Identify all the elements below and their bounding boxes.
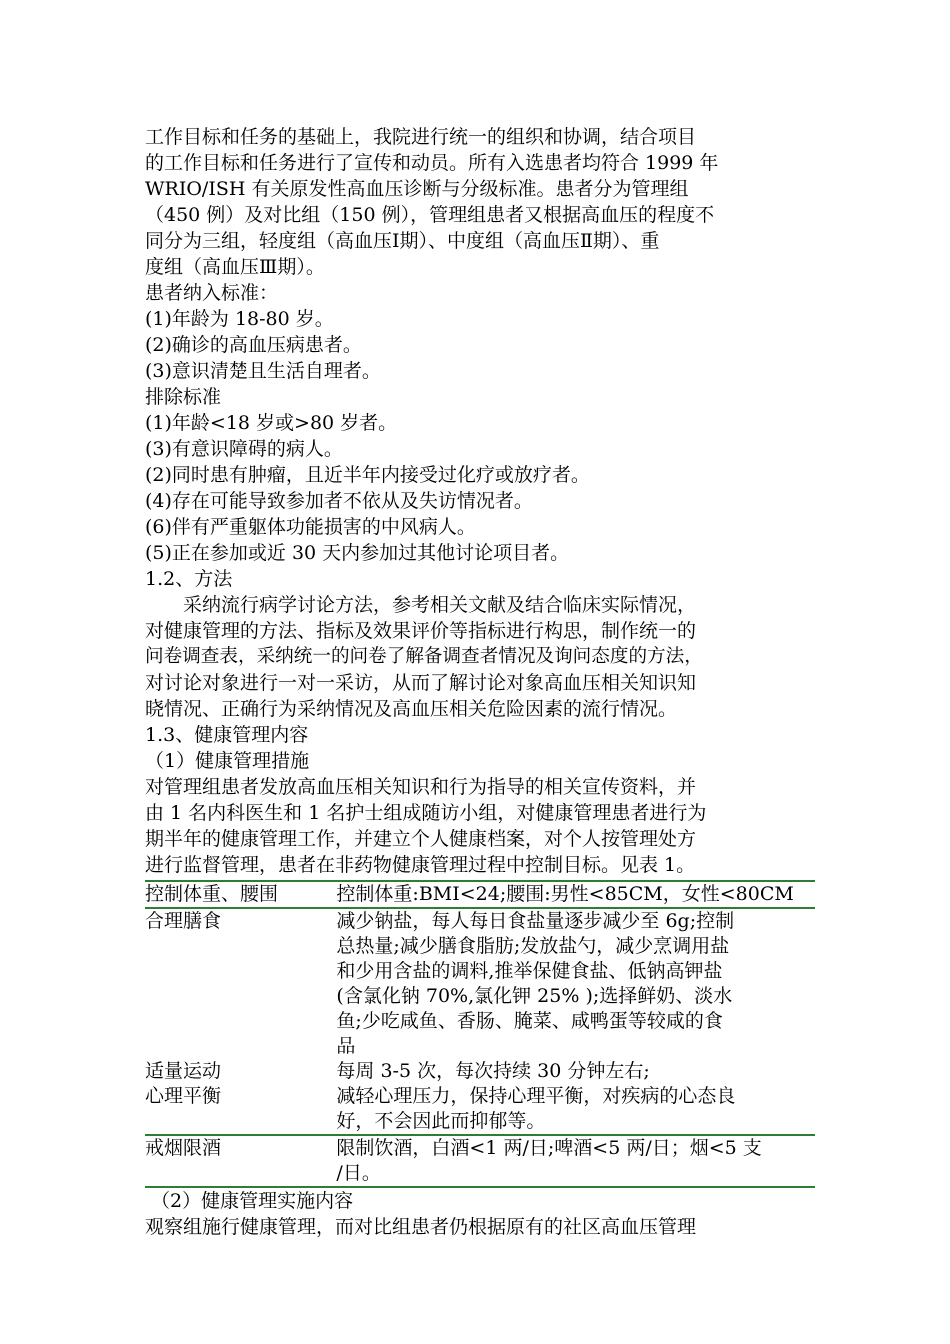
cell-line: 和少用含盐的调料,推举保健食盐、低钠高钾盐 (336, 960, 723, 982)
section-heading: 1.2、方法 (145, 568, 233, 590)
exclusion-item: (1)年龄<18 岁或>80 岁者。 (145, 412, 398, 434)
cell-line: 品 (336, 1035, 356, 1057)
cell-line: 鱼;少吃咸鱼、香肠、腌菜、咸鸭蛋等较咸的食 (336, 1010, 723, 1032)
text-line: WRIO/ISH 有关原发性高血压诊断与分级标准。患者分为管理组 (145, 178, 689, 200)
cell-line: 好，不会因此而抑郁等。 (336, 1110, 546, 1132)
measures-table (145, 880, 815, 1188)
text-line: 采纳流行病学讨论方法，参考相关文献及结合临床实际情况， (183, 594, 697, 616)
exclusion-item: (5)正在参加或近 30 天内参加过其他讨论项目者。 (145, 542, 570, 564)
subsection-heading: （2）健康管理实施内容 (151, 1190, 354, 1212)
table-cell-content (336, 1059, 815, 1084)
table-cell-item: 心理平衡 (145, 1085, 222, 1107)
table-row (145, 1059, 815, 1084)
table-cell-item: 适量运动 (145, 1060, 222, 1082)
text-line: 观察组施行健康管理，而对比组患者仍根据原有的社区高血压管理 (145, 1216, 697, 1238)
text-line: 同分为三组，轻度组（高血压Ⅰ期）、中度组（高血压Ⅱ期）、重 (145, 230, 660, 252)
table-cell-item: 戒烟限酒 (145, 1137, 222, 1159)
table-cell-content (336, 882, 815, 907)
exclusion-title: 排除标准 (145, 386, 222, 408)
text-line: 的工作目标和任务进行了宣传和动员。所有入选患者均符合 1999 年 (145, 152, 719, 174)
table-cell-item: 合理膳食 (145, 910, 222, 932)
paragraph-grouping (145, 124, 825, 280)
document-page (145, 124, 825, 1240)
text-line: 度组（高血压Ⅲ期）。 (145, 256, 325, 278)
exclusion-item: (2)同时患有肿瘤，且近半年内接受过化疗或放疗者。 (145, 464, 590, 486)
cell-line: /日。 (336, 1162, 381, 1184)
table-bottom-rule (145, 1186, 815, 1188)
exclusion-item: (3)有意识障碍的病人。 (145, 438, 343, 460)
section-heading: 1.3、健康管理内容 (145, 724, 309, 746)
text-line: 晓情况、正确行为采纳情况及高血压相关危险因素的流行情况。 (145, 698, 678, 720)
cell-line: 减少钠盐，每人每日食盐量逐步减少至 6g;控制 (336, 910, 735, 932)
exclusion-item: (4)存在可能导致参加者不依从及失访情况者。 (145, 490, 533, 512)
inclusion-item: (1)年龄为 18-80 岁。 (145, 308, 334, 330)
cell-line: 限制饮酒，白酒<1 两/日;啤酒<5 两/日；烟<5 支 (336, 1137, 762, 1159)
cell-line: 总热量;减少膳食脂肪;发放盐勺，减少烹调用盐 (336, 935, 730, 957)
text-line: 由 1 名内科医生和 1 名护士组成随访小组，对健康管理患者进行为 (145, 802, 707, 824)
table-cell-item: 控制体重、腰围 (145, 883, 279, 905)
subsection-heading: （1）健康管理措施 (145, 750, 310, 772)
exclusion-item: (6)伴有严重躯体功能损害的中风病人。 (145, 516, 476, 538)
text-line: （450 例）及对比组（150 例），管理组患者又根据高血压的程度不 (145, 204, 715, 226)
table-row (145, 909, 815, 1059)
text-line: 对健康管理的方法、指标及效果评价等指标进行构思，制作统一的 (145, 620, 697, 642)
table-cell-content (336, 1084, 815, 1134)
text-line: 问卷调查表，采纳统一的问卷了解备调查者情况及询问态度的方法， (145, 646, 703, 667)
table-row (145, 1136, 815, 1186)
cell-line: 每周 3-5 次，每次持续 30 分钟左右; (336, 1060, 650, 1082)
inclusion-item: (2)确诊的高血压病患者。 (145, 334, 362, 356)
cell-line: 减轻心理压力，保持心理平衡，对疾病的心态良 (336, 1085, 736, 1107)
inclusion-item: (3)意识清楚且生活自理者。 (145, 360, 381, 382)
cell-line: 控制体重:BMI<24;腰围:男性<85CM，女性<80CM (336, 883, 794, 905)
cell-line: (含氯化钠 70%,氯化钾 25% );选择鲜奶、淡水 (336, 985, 733, 1007)
text-line: 对讨论对象进行一对一采访，从而了解讨论对象高血压相关知识知 (145, 672, 697, 694)
text-line: 期半年的健康管理工作，并建立个人健康档案，对个人按管理处方 (145, 828, 697, 850)
table-row (145, 882, 815, 907)
table-cell-content (336, 909, 815, 1059)
table-cell-content (336, 1136, 815, 1186)
text-line: 对管理组患者发放高血压相关知识和行为指导的相关宣传资料，并 (145, 776, 697, 798)
inclusion-title: 患者纳入标准： (145, 282, 279, 304)
text-line: 进行监督管理，患者在非药物健康管理过程中控制目标。见表 1。 (145, 854, 696, 876)
text-line: 工作目标和任务的基础上，我院进行统一的组织和协调，结合项目 (145, 126, 697, 148)
table-row (145, 1084, 815, 1134)
